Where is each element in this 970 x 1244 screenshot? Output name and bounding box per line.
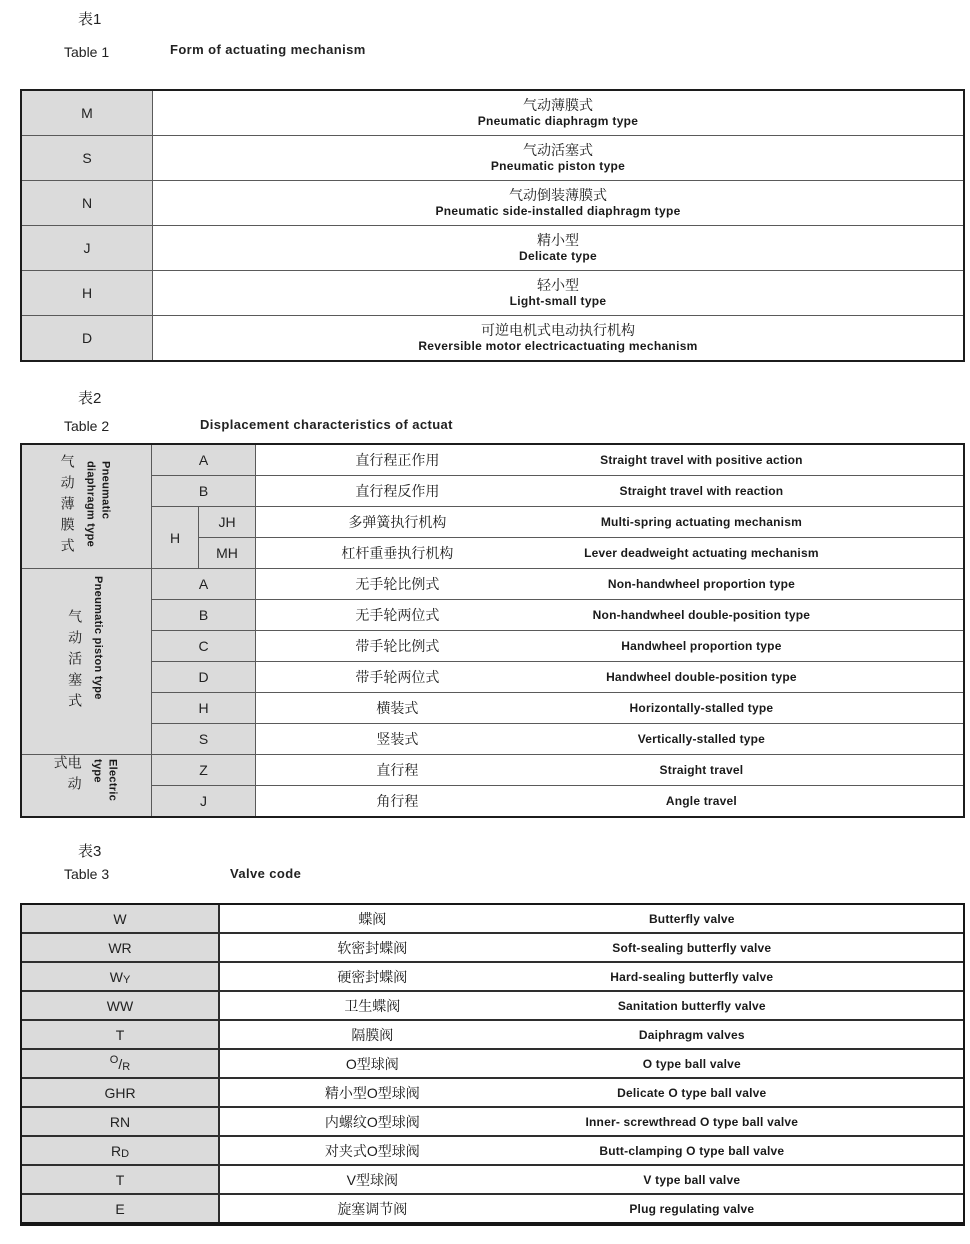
table2-row3-code: JH <box>199 507 255 537</box>
desc-en: Pneumatic diaphragm type <box>477 114 639 129</box>
table2-row9-code: H <box>152 693 255 723</box>
table3-row2-code <box>22 934 218 961</box>
desc-zh: 可逆电机式电动执行机构 <box>481 321 635 338</box>
code-main: WR <box>108 939 132 956</box>
desc-en: Handwheel double-position type <box>606 670 797 684</box>
code-main: E <box>115 1200 125 1217</box>
code-main: RN <box>109 1113 131 1130</box>
table1-row6-code: D <box>22 316 152 360</box>
table2-row8-desc <box>256 662 963 692</box>
desc-en: Straight travel with reaction <box>619 484 784 498</box>
desc-zh: O型球阀 <box>345 1055 399 1072</box>
table2-row2-code: B <box>152 476 255 506</box>
table2-row2-desc <box>256 476 963 506</box>
table2-row12-desc <box>256 786 963 816</box>
desc-en: Plug regulating valve <box>629 1201 755 1216</box>
table2-row4-desc <box>256 538 963 568</box>
desc-zh: 气动倒装薄膜式 <box>509 186 607 203</box>
table1-row4-code: J <box>22 226 152 270</box>
desc-zh: 气动活塞式 <box>523 141 593 158</box>
desc-zh: 带手轮两位式 <box>355 669 440 685</box>
table1-row2-desc <box>153 136 963 180</box>
code-subscript: R <box>122 1060 131 1073</box>
table2-row1-code: A <box>152 445 255 475</box>
desc-en: Delicate type <box>519 249 597 264</box>
desc-zh: 蝶阀 <box>358 910 387 927</box>
group-label-en: Pneumatic diaphragm type <box>84 460 112 547</box>
code-main: W <box>113 910 127 927</box>
code-main: T <box>115 1171 125 1188</box>
desc-zh: 角行程 <box>376 793 419 809</box>
table2-row5-desc <box>256 569 963 599</box>
code-subscript: Y <box>122 973 131 986</box>
table3-row1-desc <box>220 905 963 932</box>
desc-en: Delicate O type ball valve <box>617 1085 767 1100</box>
table1-caption-zh: 表1 <box>78 11 102 28</box>
desc-en: Sanitation butterfly valve <box>617 998 766 1013</box>
group-label-zh: 气动活塞式 <box>67 609 84 714</box>
table3-row11-code <box>22 1195 218 1222</box>
desc-zh: 旋塞调节阀 <box>337 1200 408 1217</box>
desc-en: Pneumatic side-installed diaphragm type <box>435 204 681 219</box>
desc-en: Butt-clamping O type ball valve <box>599 1143 785 1158</box>
desc-zh: 内螺纹O型球阀 <box>324 1113 420 1130</box>
table3-caption-zh: 表3 <box>78 843 102 860</box>
table2-row11-desc <box>256 755 963 785</box>
desc-zh: 卫生蝶阀 <box>344 997 401 1014</box>
table3-row7-desc <box>220 1079 963 1106</box>
table3-title: Valve code <box>230 866 302 881</box>
table2-row1-desc <box>256 445 963 475</box>
table1-caption-en: Table 1 <box>64 44 110 60</box>
desc-en: O type ball valve <box>642 1056 741 1071</box>
desc-en: Non-handwheel proportion type <box>607 577 795 591</box>
desc-zh: 杠杆重垂执行机构 <box>341 545 454 561</box>
code-main: T <box>115 1026 125 1043</box>
table3-row10-code <box>22 1166 218 1193</box>
code-superscript: O <box>109 1053 119 1066</box>
code-main: WW <box>106 997 134 1014</box>
table1-row1-desc <box>153 91 963 135</box>
table2-row8-code: D <box>152 662 255 692</box>
table3-row6-code <box>22 1050 218 1077</box>
table2-row10-desc <box>256 724 963 754</box>
table1-row5-desc <box>153 271 963 315</box>
table2-row5-code: A <box>152 569 255 599</box>
desc-en: Daiphragm valves <box>638 1027 745 1042</box>
desc-en: Reversible motor electricactuating mechanism <box>418 339 698 354</box>
group-label-en: Electric type <box>91 758 119 801</box>
table3-row7-code <box>22 1079 218 1106</box>
table3-row10-desc <box>220 1166 963 1193</box>
desc-zh: 无手轮比例式 <box>355 576 440 592</box>
desc-en: Straight travel with positive action <box>600 453 803 467</box>
desc-zh: 隔膜阀 <box>351 1026 394 1043</box>
desc-en: Inner- screwthread O type ball valve <box>585 1114 799 1129</box>
table3-row5-desc <box>220 1021 963 1048</box>
code-subscript: D <box>121 1147 130 1160</box>
table3-row9-code <box>22 1137 218 1164</box>
desc-zh: V型球阀 <box>346 1171 398 1188</box>
table1-row4-desc <box>153 226 963 270</box>
desc-en: Pneumatic piston type <box>490 159 626 174</box>
desc-en: V type ball valve <box>643 1172 741 1187</box>
table2-row3-desc <box>256 507 963 537</box>
table3-row9-desc <box>220 1137 963 1164</box>
table2-row10-code: S <box>152 724 255 754</box>
table2-caption-zh: 表2 <box>78 390 102 407</box>
desc-en: Lever deadweight actuating mechanism <box>584 546 819 560</box>
table2 <box>20 443 965 818</box>
table3-row2-desc <box>220 934 963 961</box>
desc-zh: 精小型O型球阀 <box>324 1084 420 1101</box>
table1-row5-code: H <box>22 271 152 315</box>
table2-row4-code: MH <box>199 538 255 568</box>
table2-row6-code: B <box>152 600 255 630</box>
desc-zh: 直行程 <box>376 762 419 778</box>
desc-en: Non-handwheel double-position type <box>592 608 811 622</box>
group-label-zh: 气动薄膜式 <box>59 454 76 559</box>
code-main: GHR <box>104 1084 136 1101</box>
desc-zh: 直行程反作用 <box>355 483 440 499</box>
table2-h-code: H <box>152 507 198 568</box>
table1-row3-code: N <box>22 181 152 225</box>
desc-zh: 硬密封蝶阀 <box>337 968 408 985</box>
table2-row7-desc <box>256 631 963 661</box>
table3-row6-desc <box>220 1050 963 1077</box>
table2-row9-desc <box>256 693 963 723</box>
table1-row6-desc <box>153 316 963 360</box>
desc-en: Multi-spring actuating mechanism <box>600 515 802 529</box>
desc-zh: 带手轮比例式 <box>355 638 440 654</box>
desc-en: Butterfly valve <box>648 911 735 926</box>
table3 <box>20 903 965 1226</box>
code-main: R <box>110 1142 122 1159</box>
desc-zh: 无手轮两位式 <box>355 607 440 623</box>
desc-en: Vertically-stalled type <box>637 732 766 746</box>
desc-zh: 多弹簧执行机构 <box>348 514 447 530</box>
table1-row3-desc <box>153 181 963 225</box>
table1-row1-code: M <box>22 91 152 135</box>
table3-row4-desc <box>220 992 963 1019</box>
desc-zh: 竖装式 <box>376 731 419 747</box>
table3-row8-desc <box>220 1108 963 1135</box>
table3-row8-code <box>22 1108 218 1135</box>
desc-zh: 直行程正作用 <box>355 452 440 468</box>
desc-zh: 气动薄膜式 <box>523 96 593 113</box>
table2-row6-desc <box>256 600 963 630</box>
desc-en: Soft-sealing butterfly valve <box>612 940 772 955</box>
desc-en: Horizontally-stalled type <box>629 701 774 715</box>
table3-row11-desc <box>220 1195 963 1222</box>
table3-row1-code <box>22 905 218 932</box>
table2-group-piston <box>22 569 151 754</box>
desc-en: Angle travel <box>665 794 737 808</box>
table2-row11-code: Z <box>152 755 255 785</box>
table3-row3-desc <box>220 963 963 990</box>
desc-en: Handwheel proportion type <box>621 639 782 653</box>
table1-row2-code: S <box>22 136 152 180</box>
desc-zh: 横装式 <box>376 700 419 716</box>
table2-group-electric <box>22 755 151 816</box>
table2-row7-code: C <box>152 631 255 661</box>
table3-row4-code <box>22 992 218 1019</box>
table1 <box>20 89 965 362</box>
table2-title: Displacement characteristics of actuat <box>200 417 453 432</box>
code-main: W <box>109 968 123 985</box>
desc-zh: 精小型 <box>537 231 579 248</box>
group-label-zh: 电动式 <box>52 755 83 797</box>
table3-row3-code <box>22 963 218 990</box>
table3-row5-code <box>22 1021 218 1048</box>
desc-en: Hard-sealing butterfly valve <box>610 969 774 984</box>
table1-title: Form of actuating mechanism <box>170 42 366 57</box>
desc-zh: 轻小型 <box>537 276 579 293</box>
desc-en: Straight travel <box>659 763 744 777</box>
desc-zh: 软密封蝶阀 <box>337 939 408 956</box>
table2-caption-en: Table 2 <box>64 418 110 434</box>
group-label-en: Pneumatic piston type <box>91 575 104 700</box>
table2-group-diaphragm <box>22 445 151 568</box>
desc-en: Light-small type <box>509 294 607 309</box>
table2-row12-code: J <box>152 786 255 816</box>
table3-caption-en: Table 3 <box>64 866 110 882</box>
code-main: / <box>118 1055 123 1072</box>
desc-zh: 对夹式O型球阀 <box>324 1142 420 1159</box>
